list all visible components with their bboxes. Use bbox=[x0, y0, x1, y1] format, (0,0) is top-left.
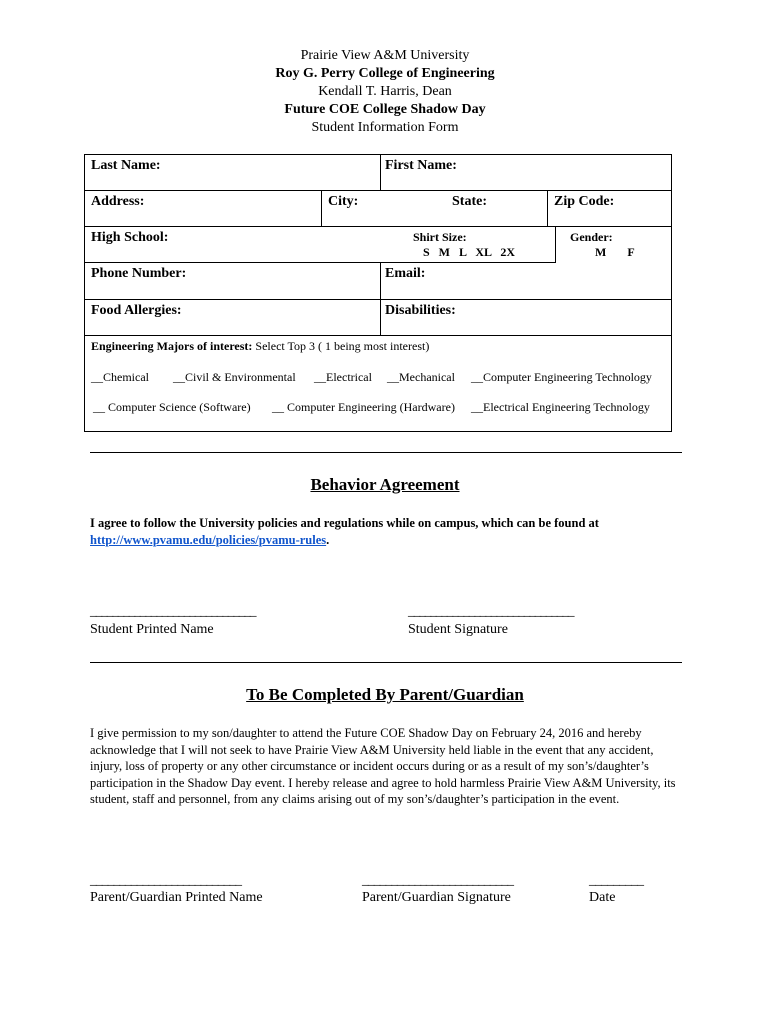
row-divider bbox=[85, 190, 671, 191]
major-option-computer-science[interactable]: __ Computer Science (Software) bbox=[93, 400, 251, 414]
college-name: Roy G. Perry College of Engineering bbox=[275, 66, 495, 81]
zip-code-field[interactable]: Zip Code: bbox=[554, 194, 615, 209]
major-option-mechanical[interactable]: __Mechanical bbox=[387, 370, 455, 384]
shirt-size-options[interactable]: S M L XL 2X bbox=[423, 245, 516, 259]
guardian-section-title: To Be Completed By Parent/Guardian bbox=[246, 685, 524, 704]
behavior-agreement-title: Behavior Agreement bbox=[310, 475, 460, 494]
address-field[interactable]: Address: bbox=[91, 194, 145, 209]
section-divider bbox=[90, 452, 682, 453]
major-option-electrical[interactable]: __Electrical bbox=[314, 370, 372, 384]
policies-link[interactable]: http://www.pvamu.edu/policies/pvamu-rules bbox=[90, 533, 327, 547]
guardian-permission-text: I give permission to my son/daughter to attend the Future COE Shadow Day on February 24, 2016 and hereby acknowledge that I will not seek to have Prairie View A&M University held liable in the event that any accident, injury, loss of property or any other circumstance or incident occurs during or as a result of my son’s/daughter’s participation in the Shadow Day event. I hereby release and agree to hold harmless Prairie View A&M University, its student, staff and personnel, from any claims arising out of my son’s/daughter’s participation in the event. bbox=[90, 726, 676, 806]
col-divider bbox=[321, 190, 322, 227]
form-name: Student Information Form bbox=[311, 120, 459, 135]
guardian-printed-name-line[interactable]: __________________________ bbox=[90, 873, 241, 888]
student-info-table bbox=[84, 154, 672, 432]
major-option-civil[interactable]: __Civil & Environmental bbox=[173, 370, 296, 384]
row-divider bbox=[85, 226, 671, 227]
gender-options[interactable]: M F bbox=[595, 245, 635, 259]
major-option-computer-eng-hardware[interactable]: __ Computer Engineering (Hardware) bbox=[272, 400, 455, 414]
city-field[interactable]: City: bbox=[328, 194, 359, 209]
student-printed-name-label: Student Printed Name bbox=[90, 622, 214, 637]
disabilities-field[interactable]: Disabilities: bbox=[385, 303, 456, 318]
col-divider bbox=[555, 226, 556, 263]
form-header bbox=[0, 47, 770, 137]
guardian-signature-label: Parent/Guardian Signature bbox=[362, 890, 511, 905]
email-field[interactable]: Email: bbox=[385, 266, 426, 281]
guardian-signature-line[interactable]: __________________________ bbox=[362, 873, 513, 888]
university-name: Prairie View A&M University bbox=[300, 48, 470, 63]
first-name-field[interactable]: First Name: bbox=[385, 158, 457, 173]
phone-number-field[interactable]: Phone Number: bbox=[91, 266, 187, 281]
major-option-chemical[interactable]: __Chemical bbox=[91, 370, 149, 384]
link-suffix: . bbox=[326, 533, 330, 547]
col-divider bbox=[547, 190, 548, 227]
row-divider bbox=[85, 299, 671, 300]
state-field[interactable]: State: bbox=[452, 194, 487, 209]
majors-instruction: Select Top 3 ( 1 being most interest) bbox=[252, 339, 430, 353]
behavior-agreement-text bbox=[90, 515, 690, 549]
date-line[interactable]: _________ bbox=[589, 873, 643, 888]
student-printed-name-line[interactable]: ______________________________ bbox=[90, 604, 255, 619]
dean-name: Kendall T. Harris, Dean bbox=[318, 84, 452, 99]
gender-label: Gender: bbox=[570, 230, 613, 244]
majors-prompt bbox=[91, 339, 429, 354]
high-school-field[interactable]: High School: bbox=[91, 230, 169, 245]
row-divider bbox=[85, 262, 555, 263]
last-name-field[interactable]: Last Name: bbox=[91, 158, 161, 173]
date-label: Date bbox=[589, 890, 616, 905]
major-option-electrical-eng-tech[interactable]: __Electrical Engineering Technology bbox=[471, 400, 650, 414]
food-allergies-field[interactable]: Food Allergies: bbox=[91, 303, 182, 318]
col-divider bbox=[380, 155, 381, 191]
majors-label: Engineering Majors of interest: bbox=[91, 339, 253, 353]
student-signature-line[interactable]: ______________________________ bbox=[408, 604, 573, 619]
event-name: Future COE College Shadow Day bbox=[284, 102, 486, 117]
student-signature-label: Student Signature bbox=[408, 622, 508, 637]
row-divider bbox=[85, 335, 671, 336]
major-option-computer-eng-tech[interactable]: __Computer Engineering Technology bbox=[471, 370, 652, 384]
section-divider bbox=[90, 662, 682, 663]
guardian-printed-name-label: Parent/Guardian Printed Name bbox=[90, 890, 263, 905]
behavior-text: I agree to follow the University policies and regulations while on campus, which can be found at bbox=[90, 516, 599, 530]
shirt-size-label: Shirt Size: bbox=[413, 230, 467, 244]
col-divider bbox=[380, 262, 381, 336]
